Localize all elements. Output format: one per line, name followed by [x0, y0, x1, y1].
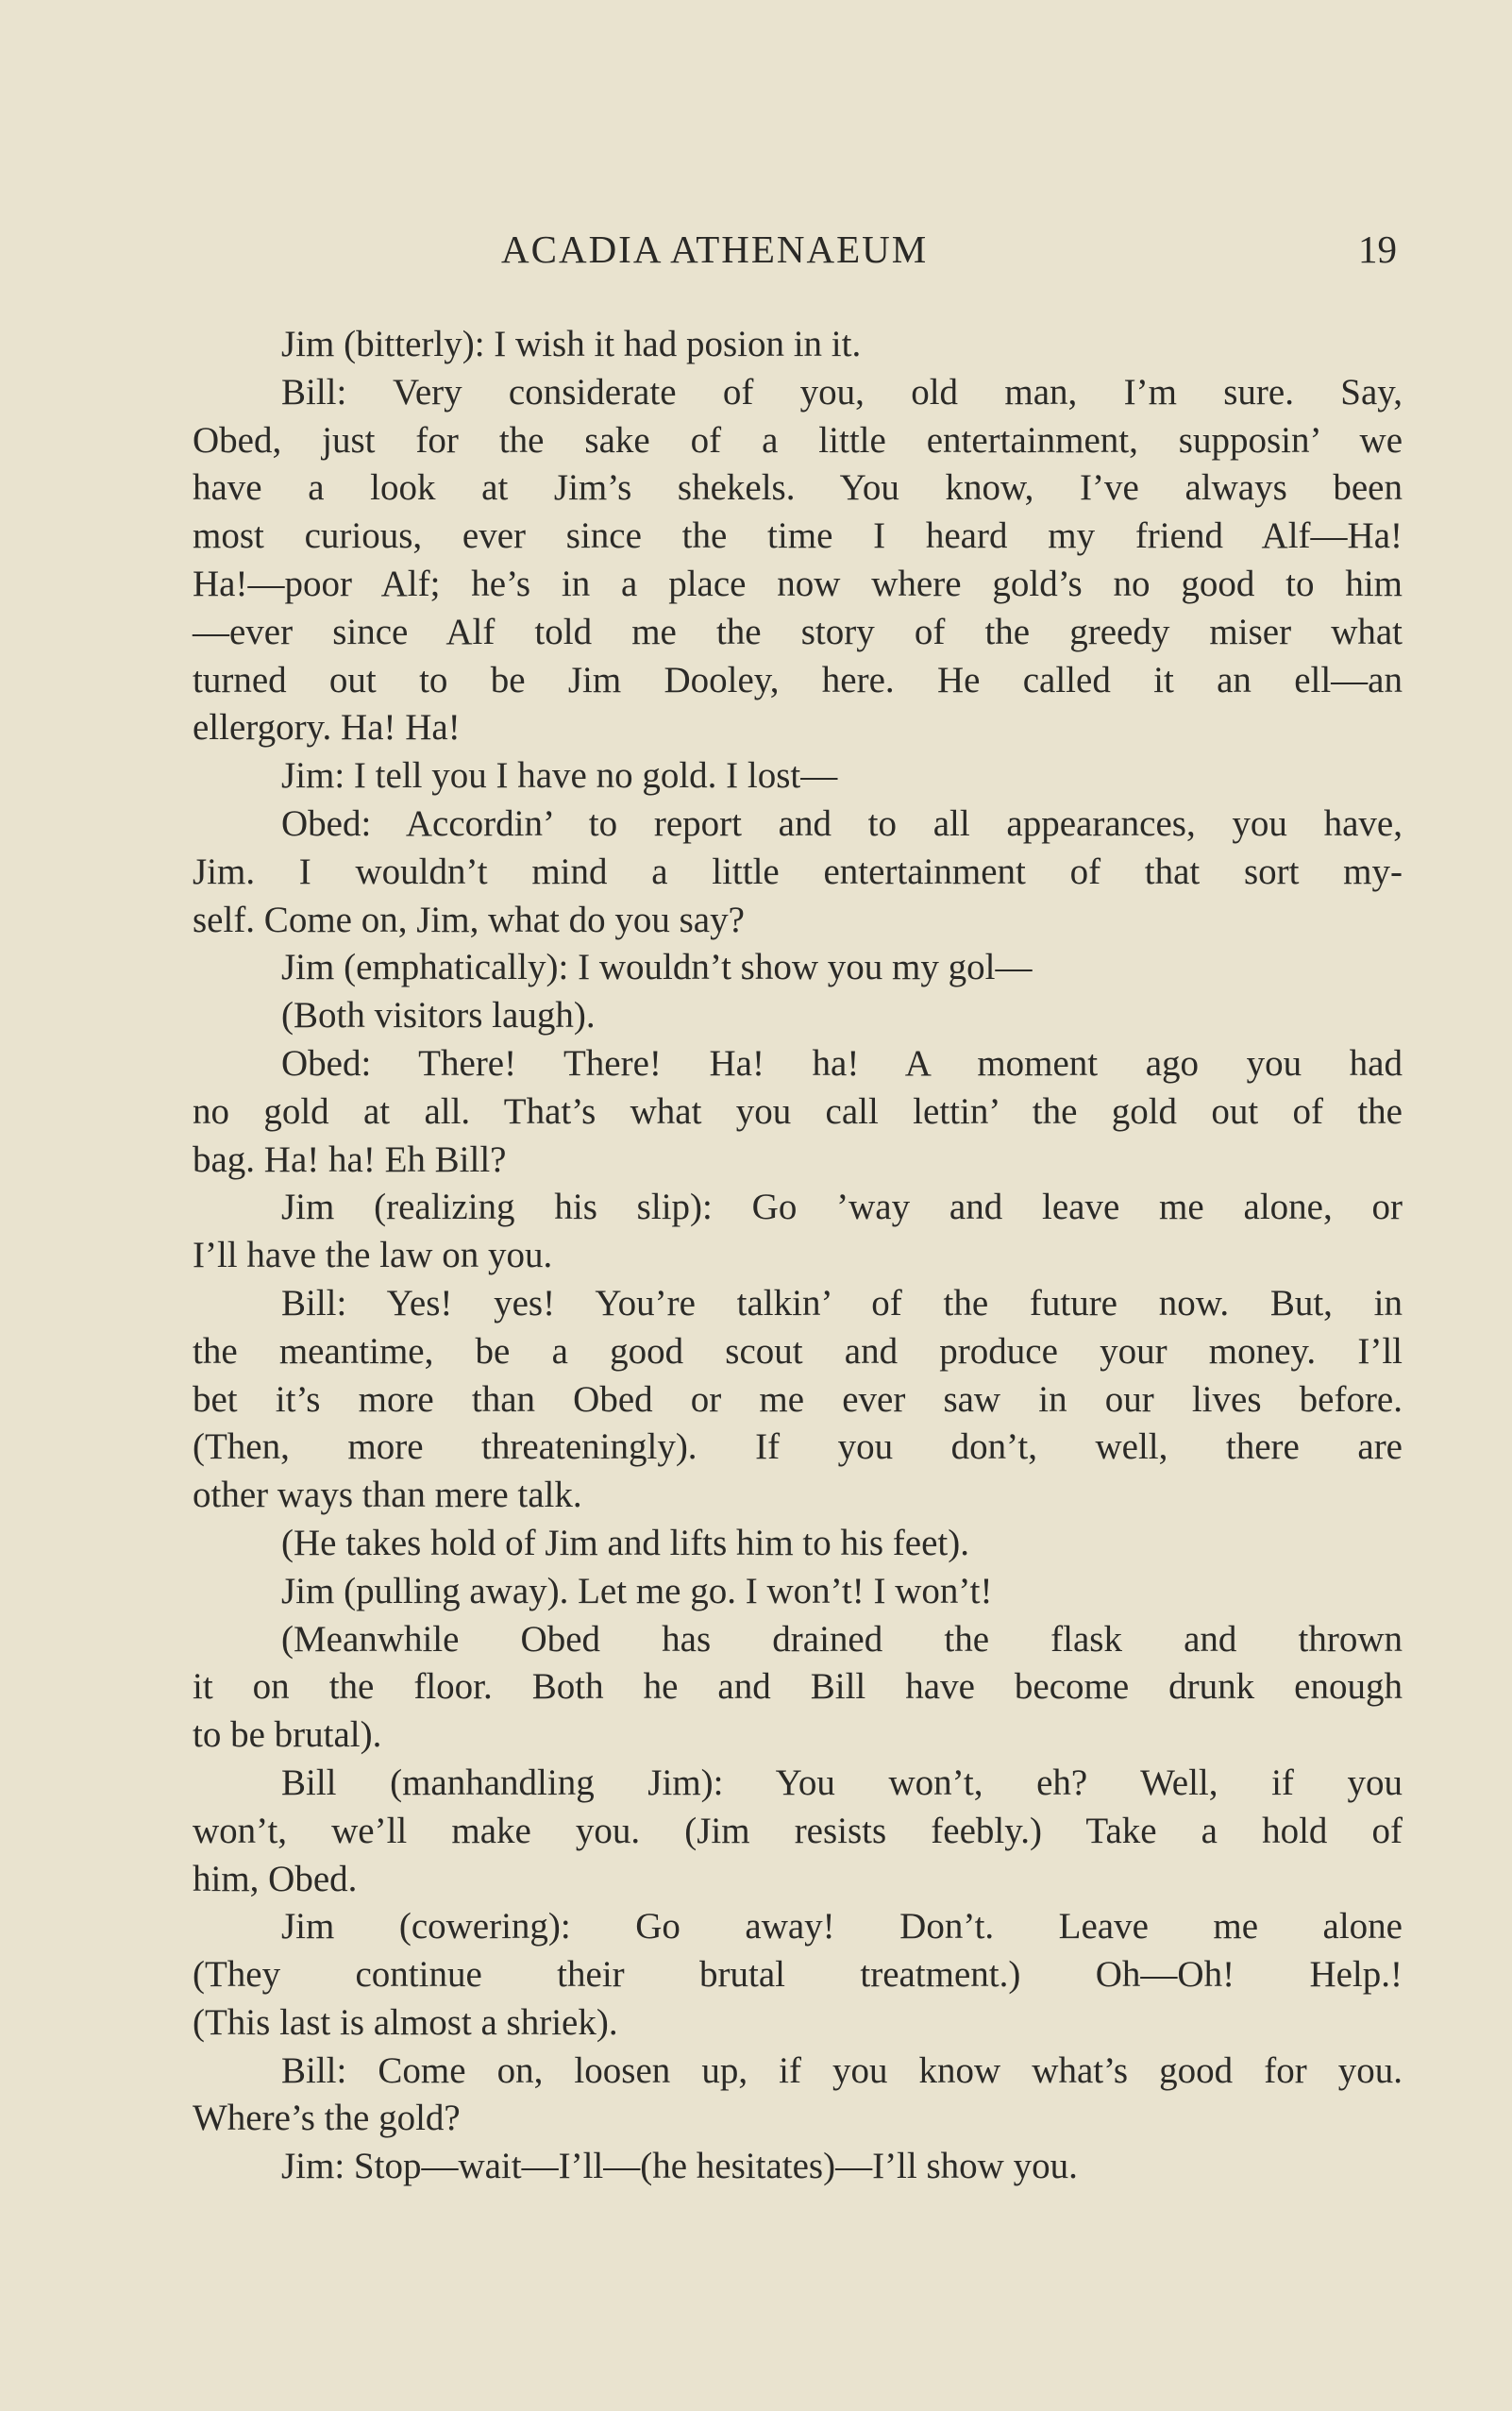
text-line: most curious, ever since the time I heard my friend Alf—Ha! — [193, 515, 1403, 557]
text-line: Jim (emphatically): I wouldn’t show you my gol— — [281, 947, 1033, 988]
text-line: (Both visitors laugh). — [281, 995, 596, 1037]
text-line: Bill (manhandling Jim): You won’t, eh? Well, if you — [281, 1762, 1403, 1803]
text-line: have a look at Jim’s shekels. You know, I’ve always been — [193, 467, 1403, 509]
text-line: (Meanwhile Obed has drained the flask and thrown — [281, 1618, 1403, 1660]
text-line: bet it’s more than Obed or me ever saw in our lives before. — [193, 1378, 1403, 1420]
text-line: Jim: Stop—wait—I’ll—(he hesitates)—I’ll show you. — [281, 2146, 1078, 2187]
text-line: the meantime, be a good scout and produce your money. I’ll — [193, 1330, 1403, 1372]
text-line: (This last is almost a shriek). — [193, 2001, 618, 2043]
text-line: I’ll have the law on you. — [193, 1235, 553, 1276]
text-line: Bill: Very considerate of you, old man, I’m sure. Say, — [281, 371, 1403, 413]
text-line: Where’s the gold? — [193, 2098, 461, 2139]
text-line: Bill: Come on, loosen up, if you know what’s good for you. — [281, 2049, 1403, 2091]
text-line: Jim (bitterly): I wish it had posion in it. — [281, 324, 862, 364]
text-line: Obed: Accordin’ to report and to all appearances, you have, — [281, 802, 1403, 844]
text-line: it on the floor. Both he and Bill have become drunk enough — [193, 1666, 1403, 1708]
text-line: Bill: Yes! yes! You’re talkin’ of the future now. But, in — [281, 1282, 1403, 1324]
text-line: Ha!—poor Alf; he’s in a place now where gold’s no good to him — [193, 563, 1403, 604]
text-line: bag. Ha! ha! Eh Bill? — [193, 1138, 507, 1180]
text-line: Jim (cowering): Go away! Don’t. Leave me alone — [281, 1906, 1403, 1947]
text-line: ellergory. Ha! Ha! — [193, 707, 461, 749]
text-line: Jim. I wouldn’t mind a little entertainment of that sort my- — [193, 851, 1403, 892]
running-head: ACADIA ATHENAEUM — [501, 228, 929, 271]
text-line: him, Obed. — [193, 1858, 358, 1899]
text-line: Jim (realizing his slip): Go ’way and leave me alone, or — [281, 1187, 1403, 1228]
text-line: Obed, just for the sake of a little entertainment, supposin’ we — [193, 419, 1403, 461]
text-line: won’t, we’ll make you. (Jim resists feebly.) Take a hold of — [193, 1810, 1403, 1851]
text-line: self. Come on, Jim, what do you say? — [193, 899, 745, 940]
text-line: no gold at all. That’s what you call lettin’ the gold out of the — [193, 1090, 1403, 1132]
text-line: (They continue their brutal treatment.) Oh—Oh! Help.! — [193, 1954, 1403, 1996]
text-line: —ever since Alf told me the story of the greedy miser what — [193, 611, 1403, 652]
text-line: Jim: I tell you I have no gold. I lost— — [281, 755, 838, 797]
text-line: to be brutal). — [193, 1714, 382, 1756]
page-body — [193, 321, 1403, 2191]
page-header — [193, 227, 1397, 283]
text-line: Obed: There! There! Ha! ha! A moment ago you had — [281, 1042, 1403, 1084]
page-number: 19 — [1358, 228, 1397, 271]
text-line: turned out to be Jim Dooley, here. He called it an ell—an — [193, 659, 1403, 700]
text-line: (Then, more threateningly). If you don’t, well, there are — [193, 1426, 1403, 1468]
text-line: other ways than mere talk. — [193, 1475, 582, 1516]
text-line: Jim (pulling away). Let me go. I won’t! I won’t! — [281, 1570, 993, 1611]
text-line: (He takes hold of Jim and lifts him to his feet). — [281, 1522, 969, 1563]
